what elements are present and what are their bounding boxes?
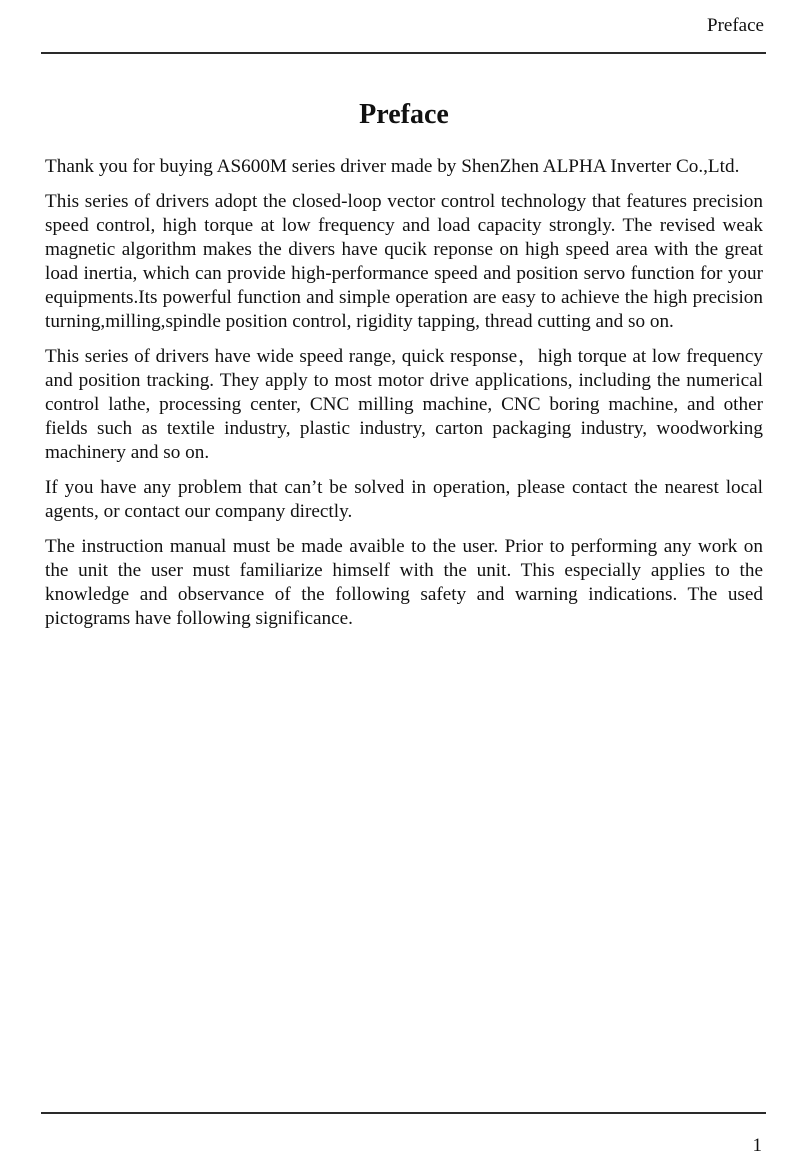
paragraph-manual-safety: The instruction manual must be made avaible to the user. Prior to performing any work on the unit the user must familiarize himself with the unit. This especially applies to the knowledge and observance of the following safety and warning indications. The used pictograms have following significance. bbox=[45, 536, 763, 629]
body-text bbox=[45, 155, 763, 642]
paragraph-thanks: Thank you for buying AS600M series driver made by ShenZhen ALPHA Inverter Co.,Ltd. bbox=[45, 156, 740, 177]
running-header-title: Preface bbox=[707, 15, 764, 36]
paragraph-contact: If you have any problem that can’t be solved in operation, please contact the nearest local agents, or contact our company directly. bbox=[45, 477, 763, 522]
footer-rule bbox=[41, 1112, 766, 1114]
paragraph-control-technology: This series of drivers adopt the closed-loop vector control technology that features precision speed control, high torque at low frequency and load capacity strongly. The revised weak magnetic algorithm makes the divers have qucik reponse on high speed area with the great load inertia, which can provide high-performance speed and position servo function for your equipments.Its powerful function and simple operation are easy to achieve the high precision turning,milling,spindle position control, rigidity tapping, thread cutting and so on. bbox=[45, 191, 763, 332]
header-rule bbox=[41, 52, 766, 54]
page-title: Preface bbox=[359, 99, 449, 130]
paragraph-applications: This series of drivers have wide speed range, quick response，high torque at low frequency and position tracking. They apply to most motor drive applications, including the numerical control lathe, processing center, CNC milling machine, CNC boring machine, and other fields such as textile industry, plastic industry, carton packaging industry, woodworking machinery and so on. bbox=[45, 346, 763, 463]
page-number: 1 bbox=[752, 1135, 762, 1156]
